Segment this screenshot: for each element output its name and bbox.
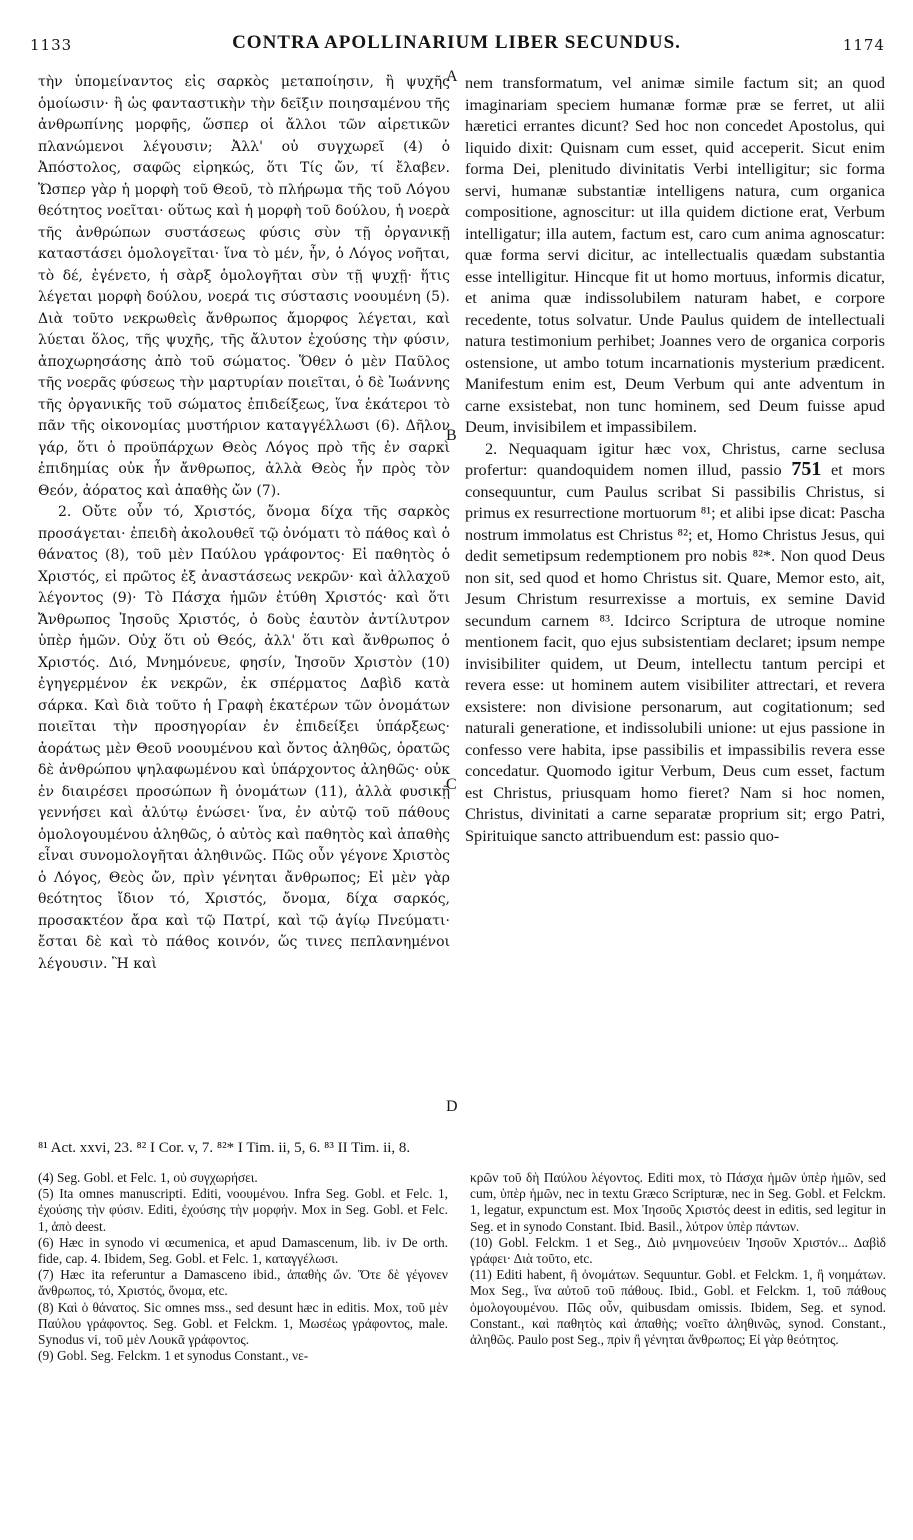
scripture-citations: ⁸¹ Act. xxvi, 23. ⁸² I Cor. v, 7. ⁸²* I Tim. ii, 5, 6. ⁸³ II Tim. ii, 8. xyxy=(38,1140,411,1156)
margin-letter-d: D xyxy=(446,1098,458,1115)
footnote: (5) Ita omnes manuscripti. Editi, νοουμένου. Infra Seg. Gobl. et Felc. 1, ἐχούσης τὴν φύσιν. Editi, ἐχούσης τὴν μορφήν. Mox in Seg. Gobl. et Felc. 1, ἀπὸ deest. xyxy=(38,1186,448,1234)
footnote: κρῶν τοῦ δὴ Παύλου λέγοντος. Editi mox, τὸ Πάσχα ἡμῶν ὑπὲρ ἡμῶν, sed cum, ὑπὲρ ἡμῶν, nec in textu Græco Scripturæ, nec in Seg. Gobl. et Felckm. 1, legatur, expunctum est. Mox Ἰησοῦς Χριστός deest in editis, sed legitur in Seg. et in synodo Constant. Ibid. Basil., λύτρον ὑπὲρ πάντων. xyxy=(470,1170,886,1234)
greek-column xyxy=(38,72,450,975)
footnote: (7) Hæc ita referuntur a Damasceno ibid., ἀπαθὴς ὤν. Ὅτε δὲ γέγονεν ἄνθρωπος, τό, Χριστός, ὄνομα, etc. xyxy=(38,1267,448,1299)
footnote: (6) Hæc in synodo vi œcumenica, et apud Damascenum, lib. iv De orth. fide, cap. 4. Ibidem, Seg. Gobl. et Felc. 1, καταγγέλωσι. xyxy=(38,1234,448,1267)
footnote: (10) Gobl. Felckm. 1 et Seg., Διὸ μνημονεύειν Ἰησοῦν Χριστόν... Δαβὶδ γράφει· Διὰ τοῦτο, etc. xyxy=(470,1234,886,1267)
footnote: (11) Editi habent, ἢ ὀνομάτων. Sequuntur. Gobl. et Felckm. 1, ἢ νοημάτων. Mox Seg., ἵνα αὐτοῦ τοῦ πάθους. Ibid., Gobl. et Felckm. 1, τοῦ πάθους ὁμολογουμένου. Πῶς οὖν, quibusdam omissis. Ibidem, Seg. et synod. Constant., καὶ παθητὸς καὶ ἀπαθὴς; νοεῖτο ἀληθινῶς, synod. Constant., ἀληθῶς. Paulo post Seg., πρὶν ἢ γένηται ἄνθρωπος; Εἰ γὰρ θεότητος. xyxy=(470,1267,886,1348)
margin-letter-c: C xyxy=(446,776,457,793)
margin-letter-b: B xyxy=(446,427,457,444)
column-number: 751 xyxy=(791,458,822,480)
page-header xyxy=(0,32,913,58)
margin-letter-a: A xyxy=(446,68,458,85)
greek-paragraph-2: 2. Οὔτε οὖν τό, Χριστός, ὄνομα δίχα τῆς σαρκὸς προσάγεται· ἐπειδὴ ἀκολουθεῖ τῷ ὀνόματι τὸ πάθος καὶ ὁ θάνατος (8), τοῦ μὲν Παύλου γράφοντος· Εἰ παθητὸς ὁ Χριστός, εἰ πρῶτος ἐξ ἀναστάσεως νεκρῶν· καὶ ἀλλαχοῦ λέγοντος (9)· Τὸ Πάσχα ἡμῶν ἐτύθη Χριστός· καὶ ὅτι Ἄνθρωπος Ἰησοῦς Χριστός, ὁ δοὺς ἑαυτὸν ἀντίλυτρον ὑπὲρ ἡμῶν. Οὐχ ὅτι οὐ Θεός, ἀλλ' ὅτι καὶ ἄνθρωπος ὁ Χριστός. Διό, Μνημόνευε, φησίν, Ἰησοῦν Χριστὸν (10) ἐγηγερμένον ἐκ νεκρῶν, ἐκ σπέρματος Δαβὶδ κατὰ σάρκα. Καὶ διὰ τοῦτο ἡ Γραφὴ ἑκατέρων τῶν ὀνομάτων ποιεῖται τὴν προσηγορίαν ἐν ἐπιδείξει ὑπάρξεως· ἀοράτως μὲν Θεοῦ νοουμένου καὶ ὄντος ἀληθῶς, ὁρατῶς δὲ ἀνθρώπου ψηλαφωμένου καὶ ὑπάρχοντος ἀληθῶς· οὐκ ἐν διαιρέσει προσώπων ἢ ὀνομάτων (11), ἀλλὰ φυσικῇ γεννήσει καὶ ἀλύτῳ ἑνώσει· ἵνα, ἐν αὐτῷ τοῦ πάθους ὁμολογουμένου ἀληθῶς, ὁ αὐτὸς καὶ παθητὸς καὶ ἀπαθὴς εἶναι συνομολογῆται ἀληθινῶς. Πῶς οὖν γέγονε Χριστὸς ὁ Λόγος, Θεὸς ὤν, πρὶν γένηται ἄνθρωπος; Εἰ μὲν γὰρ θεότητος ἴδιον τό, Χριστός, ὄνομα, δίχα σαρκός, προσακτέον ἄρα καὶ τῷ Πατρί, καὶ τῷ ἁγίῳ Πνεύματι· ἔσται δὲ καὶ τὸ πάθος κοινόν, ὥς τινες πεπλανημένοι λέγουσιν. Ἢ καὶ xyxy=(38,504,450,972)
footnote: (9) Gobl. Seg. Felckm. 1 et synodus Constant., νε- xyxy=(38,1348,309,1364)
latin-paragraph-2-rest: et mors consequuntur, cum Paulus scribat Si passibilis Christus, si primus ex resurrectione mortuorum ⁸¹; et alibi ipse dicat: Pascha nostrum immolatus est Christus ⁸²; et, Homo Christus Jesus, qui dedit semetipsum redemptionem pro nobis ⁸²*. Non quod Deus non sit, sed quod et homo Christus sit. Quare, Memor esto, ait, Jesum Christum resurrexisse a mortuis, ex semine David secundum carnem ⁸³. Idcirco Scriptura de utroque nomine mentionem facit, quo ejus subsistentiam declaret; ipsum nempe invisibiliter quidem, ut Deum, intellectu tantum percipi et revera esse: ut hominem autem visibiliter attrectari, et revera exsistere: non divisione personarum, aut cogitationum; sed naturali generatione, et indissolubili unione: ut ejus passione in confesso vere habita, ipse passibilis et impassibilis revera esse concedatur. Quomodo igitur Verbum, Deus cum esset, factum est Christus, priusquam homo fieret? Nam si hoc nomen, Christus, divinitati a carne separatæ proprium sit; ergo Patri, Spirituique sancto attribuendum est: passio quo- xyxy=(465,460,885,845)
page-number-right: 1174 xyxy=(842,36,885,54)
running-title: CONTRA APOLLINARIUM LIBER SECUNDUS. xyxy=(232,32,681,53)
footnotes-right xyxy=(470,1170,886,1348)
footnote: (4) Seg. Gobl. et Felc. 1, οὐ συγχωρήσει. xyxy=(38,1170,258,1185)
latin-paragraph-2 xyxy=(465,438,885,847)
footnotes-left xyxy=(38,1170,448,1364)
page-number-left: 1133 xyxy=(30,36,73,54)
greek-paragraph-1: τὴν ὑπομείναντος εἰς σαρκὸς μεταποίησιν, ἢ ψυχῆς ὁμοίωσιν· ἢ ὡς φανταστικὴν τὴν δεῖξιν ποιησαμένου τῆς ἀνθρωπίνης μορφῆς, ὥσπερ οἱ ἄλλοι τῶν αἱρετικῶν πλανώμενοι λέγουσιν; Ἀλλ' οὐ συγχωρεῖ (4) ὁ Ἀπόστολος, σαφῶς εἰρηκώς, ὅτι Τίς ὤν, τί ἔλαβεν. Ὥσπερ γὰρ ἡ μορφὴ τοῦ Θεοῦ, τὸ πλήρωμα τῆς τοῦ Λόγου θεότητος νοεῖται· οὕτως καὶ ἡ μορφὴ τοῦ δούλου, ἡ νοερὰ τῆς ἀνθρώπων συστάσεως φύσις σὺν τῇ ὀργανικῇ καταστάσει ὁμολογεῖται· ἵνα τὸ μέν, ἦν, ὁ Λόγος νοῆται, τὸ δέ, ἐγένετο, ἡ σὰρξ ὁμολογῆται σὺν τῇ ψυχῇ· ἥτις λέγεται μορφὴ δούλου, νοερά τις σύστασις νοουμένη (5). Διὰ τοῦτο νεκρωθεὶς ἄνθρωπος ἄμορφος λέγεται, καὶ λύεται ὅλος, τῆς ψυχῆς, τῆς ἄλυτον ἐχούσης τὴν φύσιν, ἀποχωρησάσης ἀπὸ τοῦ σώματος. Ὅθεν ὁ μὲν Παῦλος τῆς νοερᾶς φύσεως τὴν μαρτυρίαν ποιεῖται, ὁ δὲ Ἰωάννης τῆς ὀργανικῆς τοῦ σώματος ἐπιδείξεως, ἵνα ἑκάτεροι τὸ πᾶν τῆς οἰκονομίας μυστήριον καταγγέλλωσι (6). Δῆλον γάρ, ὅτι ὁ προϋπάρχων Θεὸς Λόγος πρὸ τῆς ἐν σαρκὶ ἐπιδημίας οὐκ ἦν ἄνθρωπος, ἀλλὰ Θεὸς ἦν πρὸς τὸν Θεόν, ἀόρατος καὶ ἀπαθὴς ὤν (7). xyxy=(38,74,450,499)
footnote: (8) Καὶ ὁ θάνατος. Sic omnes mss., sed desunt hæc in editis. Mox, τοῦ μὲν Παύλου γράφοντος. Seg. Gobl. et Felckm. 1, Μωσέως γράφοντος, male. Synodus vi, τοῦ μὲν Λουκᾶ γράφοντος. xyxy=(38,1299,448,1348)
latin-paragraph-1: nem transformatum, vel animæ simile factum sit; an quod imaginariam speciem humanæ formæ præ se ferret, ut alii hæretici errantes dicunt? Sed hoc non concedet Apostolus, qui liquido dixit: Quisnam cum esset, quid acceperit. Sicut enim forma Dei, plenitudo divinitatis Verbi intelligitur; sic forma servi, humanæ substantiæ intelligens natura, cum organica compositione, agnoscitur: ut illa quidem dictione erat, Verbum intelligatur; illa autem, factum est, caro cum anima agnoscatur: quæ forma servi dicitur, ac intellectualis quædam substantia esse intelligitur. Hincque fit ut homo mortuus, informis dicatur, et anima quæ indissolubilem naturam habet, e corpore recedente, totus solvatur. Unde Paulus quidem de intellectuali natura testimonium perhibet; Joannes vero de organica corporis ostensione, ut ambo totum incarnationis mysterium prædicent. Manifestum enim est, Deum Verbum qui ante adventum in carne exsistebat, non tunc hominem, sed Deum fuisse apud Deum, invisibilem et impassibilem. xyxy=(465,73,885,436)
latin-paragraph-2-start: 2. Nequaquam igitur hæc vox, Christus, carne seclusa profertur: quandoquidem nomen illud, passio xyxy=(465,438,885,479)
latin-column xyxy=(465,72,885,846)
